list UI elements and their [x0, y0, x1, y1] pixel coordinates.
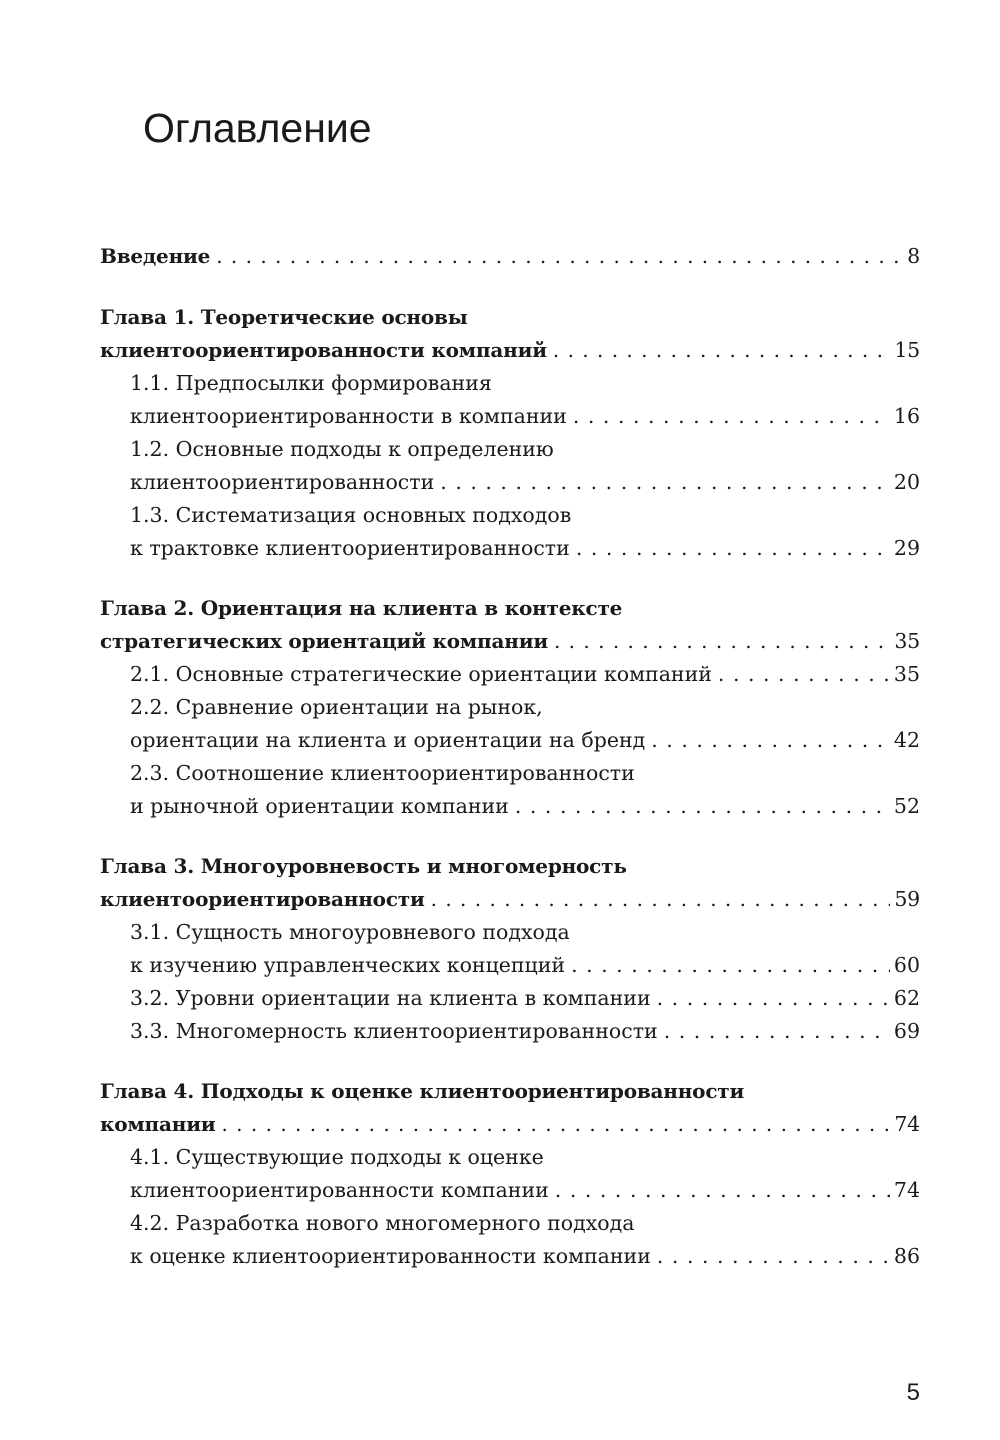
- dot-leader: [576, 532, 890, 565]
- toc-section-title-line: клиентоориентированности: [130, 470, 435, 494]
- toc-chapter-last-line: [100, 625, 920, 658]
- toc-section-title-line: 3.3. Многомерность клиентоориентированности: [130, 1019, 658, 1043]
- toc-section-last-line: [130, 982, 920, 1015]
- toc-chapter-title-line: компании: [100, 1112, 216, 1136]
- toc-chapter-group: [100, 592, 920, 823]
- toc-chapter-group: [100, 1075, 920, 1273]
- toc-section-last-line: [130, 724, 920, 757]
- toc-intro-title-line: Введение: [100, 244, 211, 268]
- toc-section-title-line: 3.2. Уровни ориентации на клиента в компании: [130, 986, 651, 1010]
- table-of-contents: [100, 240, 920, 1300]
- dot-leader: [555, 1174, 890, 1207]
- dot-leader: [657, 1240, 890, 1273]
- toc-chapter-last-line: [100, 1108, 920, 1141]
- dot-leader: [664, 1015, 890, 1048]
- toc-section[interactable]: [100, 499, 920, 565]
- toc-intro-page-number: 8: [907, 244, 920, 268]
- toc-section[interactable]: [100, 1207, 920, 1273]
- toc-section-title-line: клиентоориентированности в компании: [130, 404, 567, 428]
- toc-section-page-number: 52: [893, 794, 920, 818]
- toc-section-page-number: 60: [893, 953, 920, 977]
- toc-section-page-number: 35: [893, 662, 920, 686]
- toc-section-page-number: 86: [893, 1244, 920, 1268]
- toc-chapter-title-line: клиентоориентированности компаний: [100, 338, 547, 362]
- dot-leader: [554, 625, 890, 658]
- toc-section-last-line: [130, 532, 920, 565]
- toc-section-title-line: 2.3. Соотношение клиентоориентированности: [130, 761, 635, 785]
- toc-section-page-number: 74: [893, 1178, 920, 1202]
- dot-leader: [573, 400, 890, 433]
- toc-section-title-line: 4.1. Существующие подходы к оценке: [130, 1145, 544, 1169]
- toc-section-title-line: 2.1. Основные стратегические ориентации компаний: [130, 662, 712, 686]
- dot-leader: [515, 790, 890, 823]
- toc-chapter-page-number: 15: [894, 338, 920, 362]
- toc-chapter-last-line: [100, 883, 920, 916]
- toc-section-title-line: и рыночной ориентации компании: [130, 794, 509, 818]
- toc-section-title-line: 2.2. Сравнение ориентации на рынок,: [130, 695, 543, 719]
- toc-chapter-group: [100, 850, 920, 1048]
- toc-section[interactable]: [100, 982, 920, 1015]
- toc-section-title-line: ориентации на клиента и ориентации на бренд: [130, 728, 646, 752]
- toc-section-title-line: 1.1. Предпосылки формирования: [130, 371, 492, 395]
- dot-leader: [216, 240, 903, 273]
- toc-section-page-number: 20: [893, 470, 920, 494]
- toc-section-page-number: 16: [893, 404, 920, 428]
- toc-intro-last-line: [100, 240, 920, 273]
- dot-leader: [571, 949, 890, 982]
- toc-section-last-line: [130, 466, 920, 499]
- toc-section-page-number: 42: [893, 728, 920, 752]
- toc-section[interactable]: [100, 691, 920, 757]
- toc-chapter-title-line: Глава 3. Многоуровневость и многомерность: [100, 854, 627, 878]
- dot-leader: [440, 466, 890, 499]
- toc-intro[interactable]: [100, 240, 920, 273]
- toc-chapter[interactable]: [100, 850, 920, 916]
- toc-section-title-line: клиентоориентированности компании: [130, 1178, 549, 1202]
- toc-section-last-line: [130, 790, 920, 823]
- toc-chapter-page-number: 59: [894, 887, 920, 911]
- toc-section-title-line: к оценке клиентоориентированности компании: [130, 1244, 651, 1268]
- toc-chapter-last-line: [100, 334, 920, 367]
- dot-leader: [657, 982, 890, 1015]
- toc-section-title-line: 4.2. Разработка нового многомерного подхода: [130, 1211, 635, 1235]
- toc-chapter-title-line: Глава 1. Теоретические основы: [100, 305, 468, 329]
- toc-chapter-title-line: клиентоориентированности: [100, 887, 425, 911]
- toc-section[interactable]: [100, 367, 920, 433]
- toc-chapter-title-line: стратегических ориентаций компании: [100, 629, 548, 653]
- toc-section-title-line: 1.3. Систематизация основных подходов: [130, 503, 572, 527]
- toc-section-last-line: [130, 1240, 920, 1273]
- toc-chapter[interactable]: [100, 1075, 920, 1141]
- toc-chapter[interactable]: [100, 301, 920, 367]
- toc-section[interactable]: [100, 916, 920, 982]
- page-number: 5: [906, 1379, 920, 1406]
- toc-chapter-group: [100, 301, 920, 565]
- toc-section[interactable]: [100, 433, 920, 499]
- toc-section[interactable]: [100, 1141, 920, 1207]
- toc-section-page-number: 69: [893, 1019, 920, 1043]
- dot-leader: [553, 334, 890, 367]
- page-title: Оглавление: [143, 105, 372, 151]
- toc-section-title-line: к трактовке клиентоориентированности: [130, 536, 570, 560]
- dot-leader: [651, 724, 890, 757]
- toc-chapter-title-line: Глава 2. Ориентация на клиента в контексте: [100, 596, 623, 620]
- toc-section-last-line: [130, 400, 920, 433]
- toc-section-title-line: 3.1. Сущность многоуровневого подхода: [130, 920, 570, 944]
- toc-section-last-line: [130, 1174, 920, 1207]
- toc-section-last-line: [130, 658, 920, 691]
- toc-section-last-line: [130, 949, 920, 982]
- dot-leader: [221, 1108, 890, 1141]
- toc-section-title-line: к изучению управленческих концепций: [130, 953, 566, 977]
- dot-leader: [431, 883, 891, 916]
- toc-chapter-page-number: 74: [894, 1112, 920, 1136]
- toc-section[interactable]: [100, 1015, 920, 1048]
- toc-section-page-number: 62: [893, 986, 920, 1010]
- toc-section-page-number: 29: [893, 536, 920, 560]
- toc-section[interactable]: [100, 658, 920, 691]
- dot-leader: [718, 658, 890, 691]
- toc-section-last-line: [130, 1015, 920, 1048]
- toc-section-title-line: 1.2. Основные подходы к определению: [130, 437, 554, 461]
- toc-chapter-page-number: 35: [894, 629, 920, 653]
- toc-chapter-title-line: Глава 4. Подходы к оценке клиентоориентированности: [100, 1079, 745, 1103]
- toc-section[interactable]: [100, 757, 920, 823]
- toc-chapter[interactable]: [100, 592, 920, 658]
